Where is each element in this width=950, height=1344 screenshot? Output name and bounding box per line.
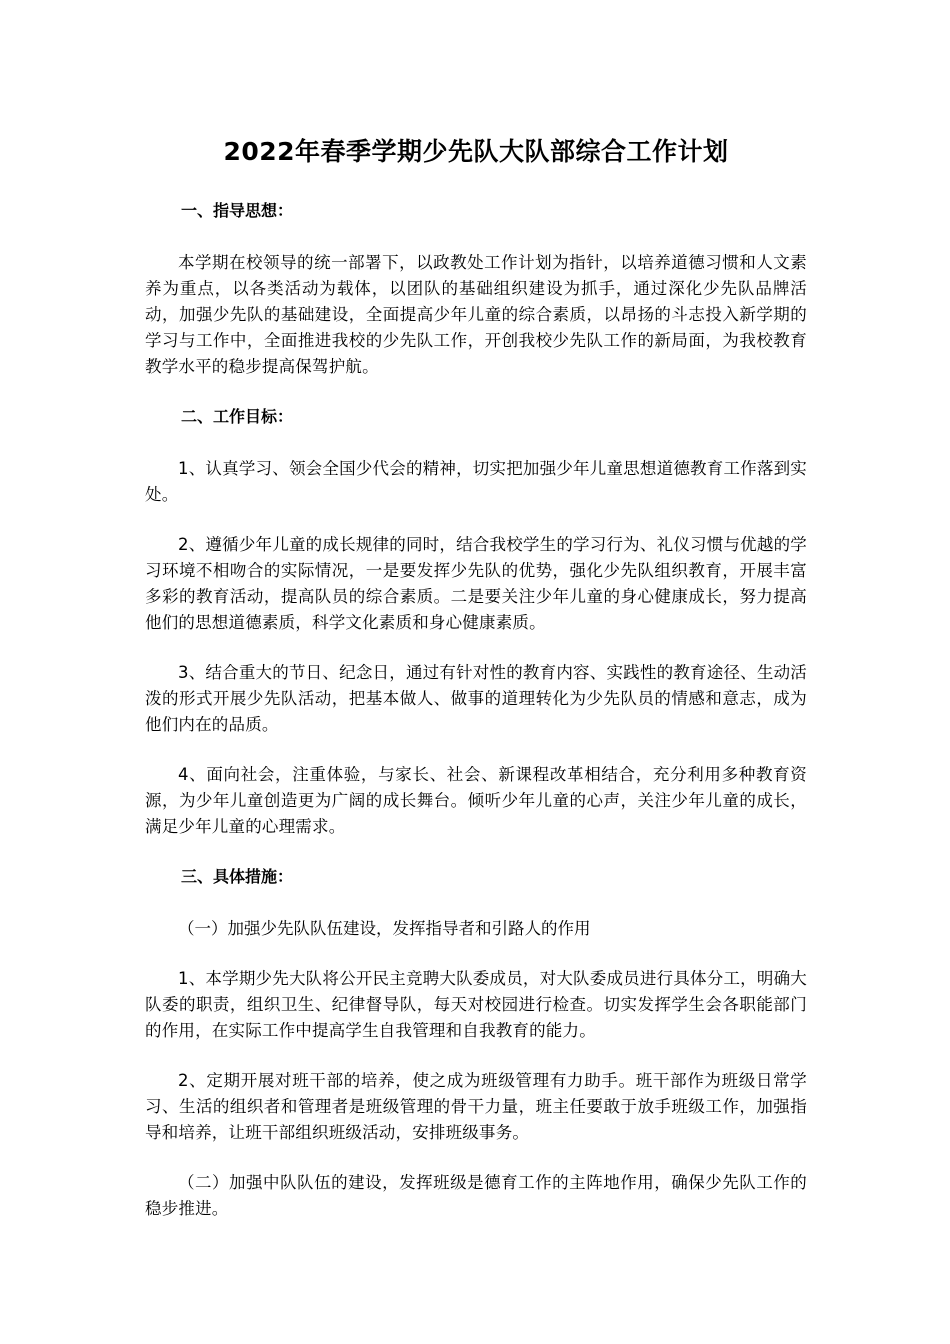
document-title: 2022年春季学期少先队大队部综合工作计划 (223, 137, 729, 166)
measure-item-1: 1、本学期少先大队将公开民主竞聘大队委成员，对大队委成员进行具体分工，明确大队委的职责，组织卫生、纪律督导队，每天对校园进行检查。切实发挥学生会各职能部门的作用，在实际工作中提高学生自我管理和自我教育的能力。 (145, 969, 807, 1040)
goal-item-2: 2、遵循少年儿童的成长规律的同时，结合我校学生的学习行为、礼仪习惯与优越的学习环境不相吻合的实际情况，一是要发挥少先队的优势，强化少先队组织教育，开展丰富多彩的教育活动，提高队员的综合素质。二是要关注少年儿童的身心健康成长，努力提高他们的思想道德素质，科学文化素质和身心健康素质。 (145, 535, 807, 632)
section-heading-specific-measures: 三、具体措施： (181, 867, 294, 886)
subsection-heading-team-building: （一）加强少先队队伍建设，发挥指导者和引路人的作用 (178, 919, 591, 938)
measure-item-2: 2、定期开展对班干部的培养，使之成为班级管理有力助手。班干部作为班级日常学习、生活的组织者和管理者是班级管理的骨干力量，班主任要敢于放手班级工作，加强指导和培养，让班干部组织班级活动，安排班级事务。 (145, 1071, 807, 1142)
goal-item-3: 3、结合重大的节日、纪念日，通过有针对性的教育内容、实践性的教育途径、生动活泼的形式开展少先队活动，把基本做人、做事的道理转化为少先队员的情感和意志，成为他们内在的品质。 (145, 663, 807, 734)
paragraph-guiding-ideology: 本学期在校领导的统一部署下，以政教处工作计划为指针，以培养道德习惯和人文素养为重点，以各类活动为载体，以团队的基础组织建设为抓手，通过深化少先队品牌活动，加强少先队的基础建设，全面提高少年儿童的综合素质，以昂扬的斗志投入新学期的学习与工作中，全面推进我校的少先队工作，开创我校少先队工作的新局面，为我校教育教学水平的稳步提高保驾护航。 (145, 253, 807, 376)
subsection-paragraph-squad-building: （二）加强中队队伍的建设，发挥班级是德育工作的主阵地作用，确保少先队工作的稳步推进。 (145, 1173, 807, 1218)
section-heading-work-goals: 二、工作目标： (181, 407, 294, 426)
section-heading-guiding-ideology: 一、指导思想： (181, 201, 294, 220)
goal-item-1: 1、认真学习、领会全国少代会的精神，切实把加强少年儿童思想道德教育工作落到实处。 (145, 459, 807, 504)
document-body (145, 132, 807, 1246)
goal-item-4: 4、面向社会，注重体验，与家长、社会、新课程改革相结合，充分利用多种教育资源，为少年儿童创造更为广阔的成长舞台。倾听少年儿童的心声，关注少年儿童的成长，满足少年儿童的心理需求。 (145, 765, 807, 836)
